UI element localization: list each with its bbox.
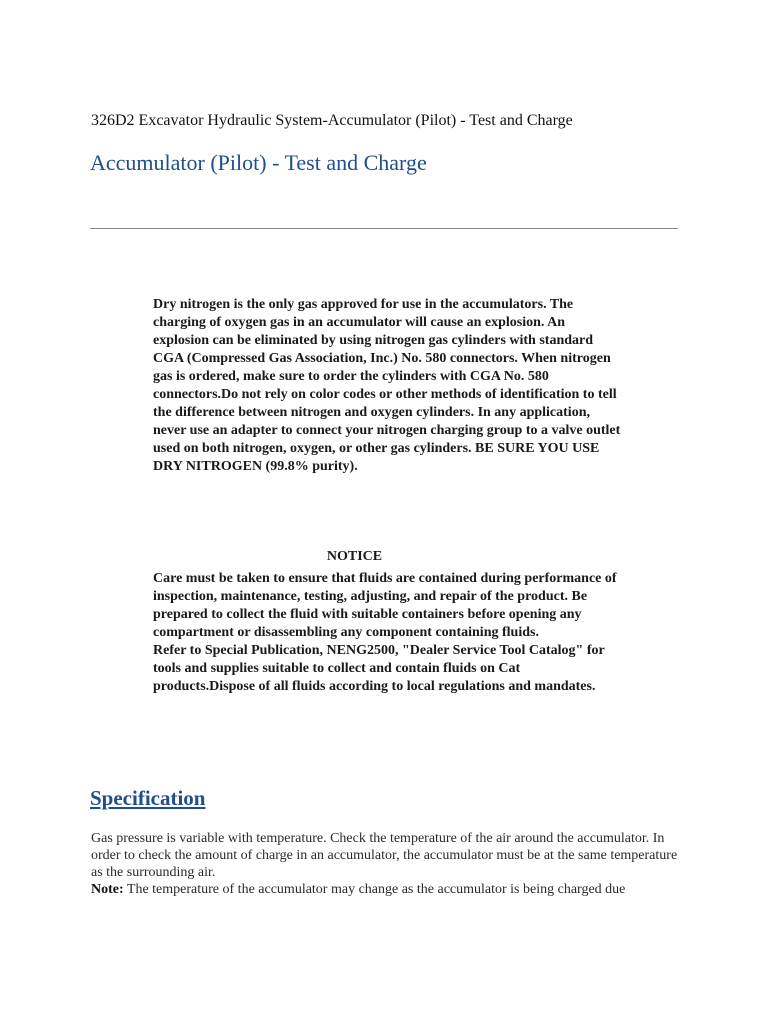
specification-paragraph: Gas pressure is variable with temperature. Check the temperature of the air around the accumulator. In order to check the amount of charge in an accumulator, the accumulator must be at the same temperature as the surrounding air. (91, 831, 678, 880)
warning-text: Dry nitrogen is the only gas approved for use in the accumulators. The charging of oxygen gas in an accumulator will cause an explosion. An explosion can be eliminated by using nitrogen gas cylinders with standard CGA (Compressed Gas Association, Inc.) No. 580 connectors. When nitrogen gas is ordered, make sure to order the cylinders with CGA No. 580 connectors.Do not rely on color codes or other methods of identification to tell the difference between nitrogen and oxygen cylinders. In any application, never use an adapter to connect your nitrogen charging group to a valve outlet used on both nitrogen, oxygen, or other gas cylinders. BE SURE YOU USE DRY NITROGEN (99.8% purity). (153, 297, 621, 474)
note-text: The temperature of the accumulator may change as the accumulator is being charged due (123, 882, 626, 897)
notice-title: NOTICE (326, 549, 383, 564)
horizontal-divider (90, 228, 678, 229)
notice-paragraph: Care must be taken to ensure that fluids are contained during performance of inspection, maintenance, testing, adjusting, and repair of the product. Be prepared to collect the fluid with suitable containers before opening any compartment or disassembling any component containing fluids. (153, 571, 617, 640)
specification-body (91, 830, 691, 898)
notice-reference-paragraph: Refer to Special Publication, NENG2500, "Dealer Service Tool Catalog" for tools and supplies suitable to collect and contain fluids on Cat products.Dispose of all fluids according to local regulations and mandates. (153, 643, 605, 694)
page-title: Accumulator (Pilot) - Test and Charge (90, 150, 427, 175)
specification-note (91, 881, 691, 898)
specification-heading-link[interactable]: Specification (90, 786, 206, 810)
document-header: 326D2 Excavator Hydraulic System-Accumulator (Pilot) - Test and Charge (91, 112, 573, 129)
note-label: Note: (91, 882, 124, 897)
notice-body (153, 570, 623, 696)
